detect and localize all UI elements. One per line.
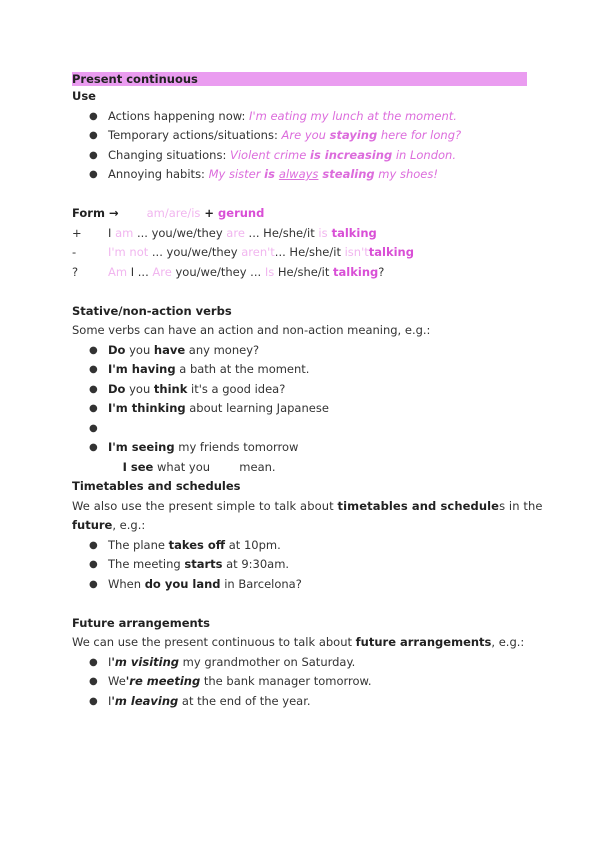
bullet-icon: ● <box>89 559 98 570</box>
bullet-icon: ● <box>89 169 98 180</box>
bullet-icon: ● <box>89 149 98 161</box>
bullet-icon: ● <box>89 130 98 141</box>
form-row-positive: + I am ... you/we/they are ... He/she/it is talking <box>72 225 377 240</box>
bullet-icon: ● <box>89 695 98 707</box>
form-row-question: ? Am I ... Are you/we/they ... Is He/she/it talking? <box>72 264 385 279</box>
form-heading: Form → am/are/is + gerund <box>72 206 265 220</box>
future-item-1: ● I'm visiting my grandmother on Saturday. <box>72 653 527 673</box>
stative-heading: Stative/non-action verbs <box>72 303 232 318</box>
future-item-3: ● I'm leaving at the end of the year. <box>72 692 527 712</box>
bullet-icon: ● <box>89 364 98 375</box>
use-item-4: ● Annoying habits: My sister is always stealing my shoes! <box>72 165 527 185</box>
stative-intro: Some verbs can have an action and non-action meaning, e.g.: <box>72 323 431 337</box>
future-intro: We can use the present continuous to talk about future arrangements, e.g.: <box>72 635 525 649</box>
bullet-icon: ● <box>89 344 98 356</box>
use-item-3: ● Changing situations: Violent crime is increasing in London. <box>72 146 527 166</box>
timetables-item-3: ● When do you land in Barcelona? <box>72 575 527 595</box>
bullet-icon: ● <box>89 442 98 453</box>
bullet-icon: ● <box>89 110 98 122</box>
timetables-item-2: ● The meeting starts at 9:30am. <box>72 555 527 575</box>
bullet-icon: ● <box>89 539 98 551</box>
future-heading: Future arrangements <box>72 615 211 630</box>
bullet-icon: ● <box>89 383 98 395</box>
document-page <box>72 70 543 711</box>
stative-item-2: ● I'm having a bath at the moment. <box>72 360 527 380</box>
bullet-icon: ● <box>89 403 98 414</box>
stative-item-1: ● Do you have any money? <box>72 341 527 361</box>
future-item-2: ● We're meeting the bank manager tomorrow. <box>72 672 527 692</box>
timetables-item-1: ● The plane takes off at 10pm. <box>72 536 527 556</box>
use-item-2: ● Temporary actions/situations: Are you staying here for long? <box>72 126 527 146</box>
section-title-present-continuous: Present continuous <box>72 72 527 86</box>
bullet-icon: ● <box>89 676 98 687</box>
timetables-intro-line2: future, e.g.: <box>72 518 146 532</box>
timetables-intro-line1: We also use the present simple to talk about timetables and schedules in the <box>72 498 543 513</box>
stative-item-5: ● I see what you mean. <box>72 419 527 439</box>
stative-item-3: ● Do you think it's a good idea? <box>72 380 527 400</box>
use-item-1: ● Actions happening now: I'm eating my lunch at the moment. <box>72 107 527 127</box>
stative-item-4: ● I'm thinking about learning Japanese <box>72 399 527 419</box>
bullet-icon: ● <box>89 656 98 668</box>
stative-item-6: ● I'm seeing my friends tomorrow <box>72 438 527 458</box>
bullet-icon: ● <box>89 578 98 590</box>
form-row-negative: - I'm not ... you/we/they aren't... He/she/it isn'ttalking <box>72 245 414 259</box>
use-heading: Use <box>72 89 96 103</box>
timetables-heading: Timetables and schedules <box>72 479 241 493</box>
bullet-icon: ● <box>89 422 98 434</box>
